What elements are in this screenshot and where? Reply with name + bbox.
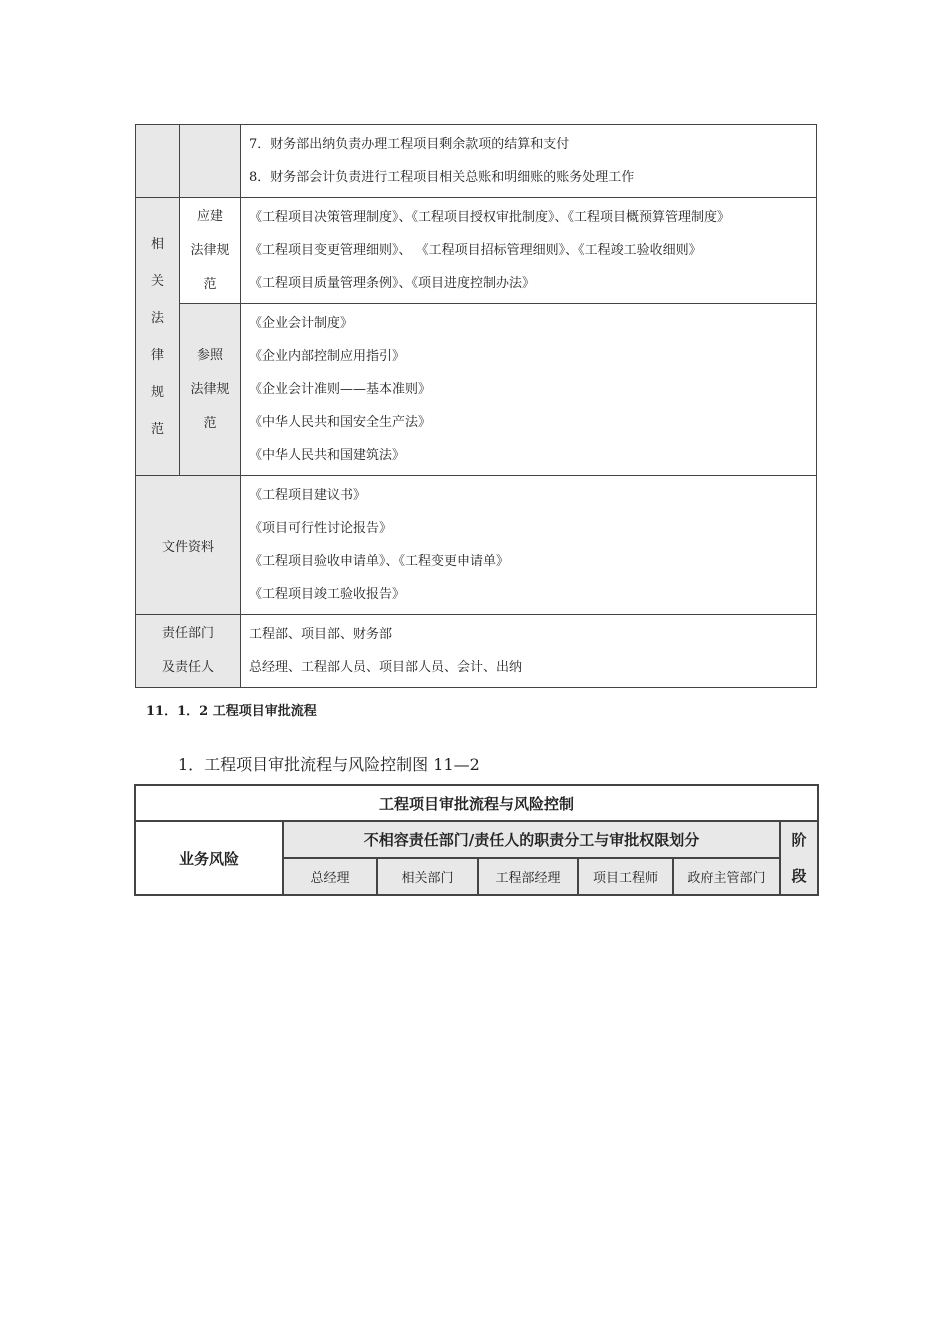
section-heading: 11．1．2 工程项目审批流程	[146, 704, 317, 719]
list-item: 《企业会计制度》	[249, 316, 354, 331]
list-item: 《工程项目验收申请单》、《工程变更申请单》	[249, 554, 510, 569]
division-header: 不相容责任部门/责任人的职责分工与审批权限划分	[283, 821, 780, 858]
list-item: 《项目可行性讨论报告》	[249, 521, 393, 536]
should-build-label: 应建 法律规 范	[180, 198, 241, 304]
list-item: 《企业内部控制应用指引》	[249, 349, 406, 364]
list-item: 《工程项目决策管理制度》、《工程项目授权审批制度》、《工程项目概预算管理制度》	[249, 210, 731, 225]
documents-label: 文件资料	[136, 476, 241, 615]
duty-item: 8．财务部会计负责进行工程项目相关总账和明细账的账务处理工作	[249, 170, 635, 185]
list-item: 《工程项目变更管理细则》、 《工程项目招标管理细则》、《工程竣工验收细则》	[249, 243, 702, 258]
approval-flow-table	[134, 784, 819, 896]
stage-header: 阶 段	[780, 821, 818, 895]
list-item: 总经理、工程部人员、项目部人员、会计、出纳	[249, 660, 523, 675]
documents-list	[241, 476, 817, 615]
role-header: 相关部门	[377, 858, 478, 895]
role-header: 总经理	[283, 858, 377, 895]
list-item: 《工程项目竣工验收报告》	[249, 587, 406, 602]
list-item: 《工程项目建议书》	[249, 488, 367, 503]
list-item: 《工程项目质量管理条例》、《项目进度控制办法》	[249, 276, 536, 291]
duty-item: 7．财务部出纳负责办理工程项目剩余款项的结算和支付	[249, 137, 570, 152]
list-item: 《中华人民共和国建筑法》	[249, 448, 406, 463]
blank-cell	[136, 125, 180, 198]
business-risk-header: 业务风险	[135, 821, 283, 895]
blank-cell	[180, 125, 241, 198]
control-matrix-table	[135, 124, 817, 688]
role-header: 政府主管部门	[673, 858, 780, 895]
role-header: 项目工程师	[578, 858, 673, 895]
list-item: 《中华人民共和国安全生产法》	[249, 415, 432, 430]
responsibility-list	[241, 615, 817, 688]
duties-cell	[241, 125, 817, 198]
list-item: 工程部、项目部、财务部	[249, 627, 393, 642]
figure-caption: 1．工程项目审批流程与风险控制图 11—2	[178, 755, 480, 774]
reference-label: 参照 法律规 范	[180, 304, 241, 476]
should-build-list	[241, 198, 817, 304]
table-title: 工程项目审批流程与风险控制	[135, 785, 818, 821]
related-laws-label: 相 关 法 律 规 范	[136, 198, 180, 476]
list-item: 《企业会计准则——基本准则》	[249, 382, 432, 397]
responsibility-label: 责任部门 及责任人	[136, 615, 241, 688]
role-header: 工程部经理	[478, 858, 578, 895]
reference-list	[241, 304, 817, 476]
